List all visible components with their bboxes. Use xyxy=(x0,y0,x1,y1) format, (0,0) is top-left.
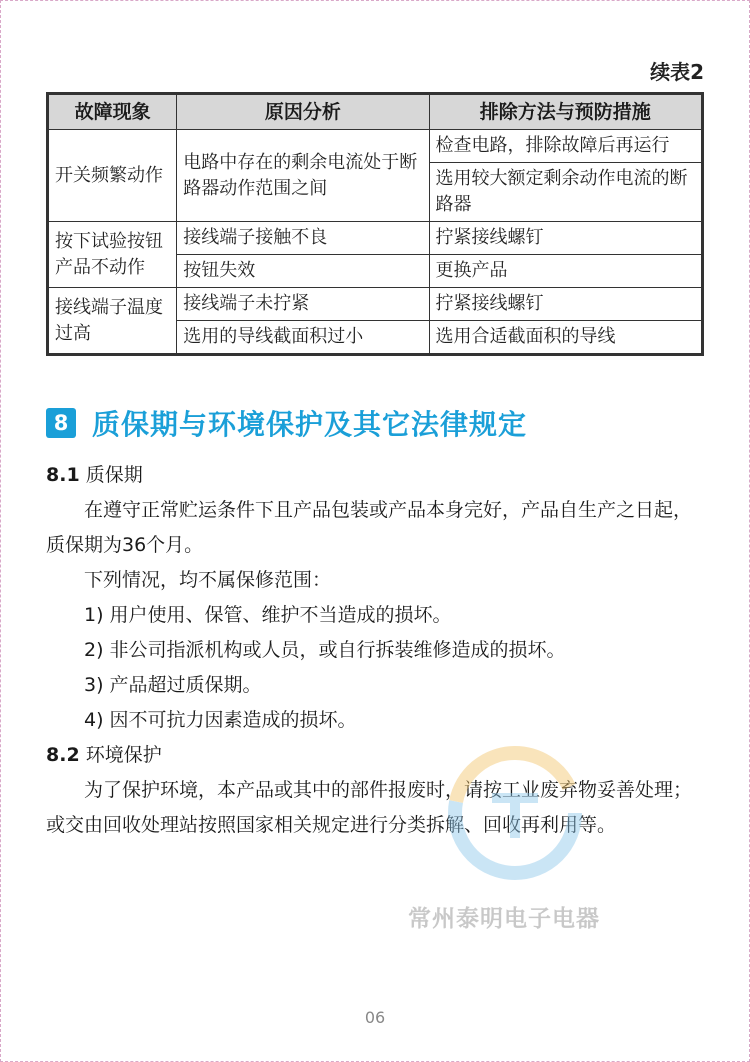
table-row xyxy=(48,130,703,163)
watermark-logo-icon xyxy=(440,738,590,888)
list-item: 2) 非公司指派机构或人员，或自行拆装维修造成的损坏。 xyxy=(84,639,566,661)
table-row xyxy=(48,222,703,255)
watermark-text: 常州泰明电子电器 xyxy=(408,906,600,932)
header-solution: 排除方法与预防措施 xyxy=(429,94,702,130)
subsection-number: 8.1 xyxy=(46,464,80,486)
subsection-label: 质保期 xyxy=(85,464,143,486)
paragraph: 在遵守正常贮运条件下且产品包装或产品本身完好，产品自生产之日起，质保期为36个月。 xyxy=(46,499,693,556)
section-title: 质保期与环境保护及其它法律规定 xyxy=(92,408,528,441)
solution-cell: 拧紧接线螺钉 xyxy=(429,288,702,321)
header-cause: 原因分析 xyxy=(177,94,429,130)
subsection-heading xyxy=(46,458,706,493)
list-item: 1) 用户使用、保管、维护不当造成的损坏。 xyxy=(84,604,452,626)
solution-cell: 检查电路，排除故障后再运行 xyxy=(429,130,702,163)
symptom-cell: 按下试验按钮产品不动作 xyxy=(48,222,177,288)
section-body xyxy=(46,458,706,843)
subsection-number: 8.2 xyxy=(46,744,80,766)
symptom-cell: 接线端子温度过高 xyxy=(48,288,177,355)
list-item: 4) 因不可抗力因素造成的损坏。 xyxy=(84,709,357,731)
paragraph: 为了保护环境，本产品或其中的部件报废时，请按工业废弃物妥善处理；或交由回收处理站按照国家相关规定进行分类拆解、回收再利用等。 xyxy=(46,779,693,836)
header-symptom: 故障现象 xyxy=(48,94,177,130)
paragraph: 下列情况，均不属保修范围： xyxy=(84,569,332,591)
cause-cell: 按钮失效 xyxy=(177,255,429,288)
symptom-cell: 开关频繁动作 xyxy=(48,130,177,222)
solution-cell: 选用合适截面积的导线 xyxy=(429,321,702,355)
section-number-badge: 8 xyxy=(46,408,76,438)
section-heading xyxy=(46,403,527,443)
table-row xyxy=(48,288,703,321)
cause-cell: 接线端子未拧紧 xyxy=(177,288,429,321)
fault-table xyxy=(46,92,704,356)
list-item: 3) 产品超过质保期。 xyxy=(84,674,262,696)
subsection-heading xyxy=(46,738,706,773)
subsection-label: 环境保护 xyxy=(85,744,162,766)
cause-cell: 选用的导线截面积过小 xyxy=(177,321,429,355)
cause-cell: 电路中存在的剩余电流处于断路器动作范围之间 xyxy=(177,130,429,222)
solution-cell: 选用较大额定剩余动作电流的断路器 xyxy=(429,163,702,222)
solution-cell: 拧紧接线螺钉 xyxy=(429,222,702,255)
solution-cell: 更换产品 xyxy=(429,255,702,288)
cause-cell: 接线端子接触不良 xyxy=(177,222,429,255)
table-header-row xyxy=(48,94,703,130)
table-caption: 续表2 xyxy=(650,60,704,84)
page-number: 06 xyxy=(364,1008,386,1027)
